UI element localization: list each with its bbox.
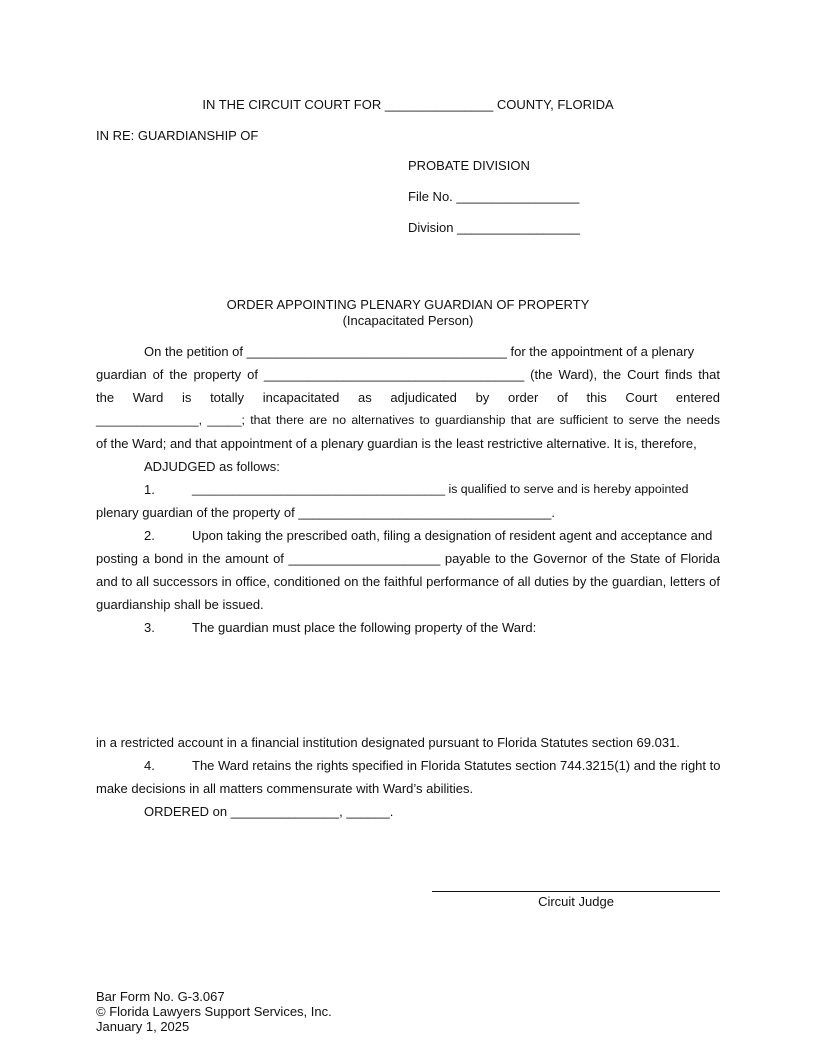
- paragraph-line: guardianship shall be issued.: [96, 597, 264, 612]
- paragraph-line: _______________, _____; that there are no alternatives to guardianship that are sufficient to serve the needs: [96, 413, 720, 427]
- ordered-line: ORDERED on _______________, ______.: [144, 804, 394, 819]
- item-number: 2.: [144, 528, 155, 543]
- paragraph-line: of the Ward; and that appointment of a plenary guardian is the least restrictive alternative. It is, therefore,: [96, 436, 697, 451]
- file-number-line: File No. _________________: [408, 189, 580, 204]
- item-number: 1.: [144, 482, 155, 497]
- paragraph-line: the Ward is totally incapacitated as adjudicated by order of this Court entered: [96, 390, 720, 405]
- paragraph-line: Upon taking the prescribed oath, filing a designation of resident agent and acceptance and: [192, 528, 713, 543]
- paragraph-line: and to all successors in office, conditioned on the faithful performance of all duties by the guardian, letters of: [96, 574, 720, 589]
- document-subtitle: (Incapacitated Person): [342, 313, 474, 328]
- paragraph-line: The Ward retains the rights specified in Florida Statutes section 744.3215(1) and the right to: [192, 758, 721, 773]
- paragraph-line: plenary guardian of the property of ___________________________________.: [96, 505, 556, 520]
- probate-division-label: PROBATE DIVISION: [408, 158, 530, 173]
- paragraph-line: posting a bond in the amount of _____________________ payable to the Governor of the State of Florida: [96, 551, 720, 566]
- item-number: 3.: [144, 620, 155, 635]
- form-number: Bar Form No. G-3.067: [96, 989, 225, 1004]
- copyright-notice: © Florida Lawyers Support Services, Inc.: [96, 1004, 332, 1019]
- form-date: January 1, 2025: [96, 1019, 190, 1034]
- paragraph-line: _____________________________________ is qualified to serve and is hereby appointed: [192, 482, 689, 496]
- court-heading: IN THE CIRCUIT COURT FOR _______________ COUNTY, FLORIDA: [202, 97, 614, 112]
- paragraph-line: in a restricted account in a financial institution designated pursuant to Florida Statutes section 69.031.: [96, 735, 680, 750]
- signature-line: [432, 891, 720, 892]
- in-re-line: IN RE: GUARDIANSHIP OF: [96, 128, 259, 143]
- division-line: Division _________________: [408, 220, 581, 235]
- adjudged-line: ADJUDGED as follows:: [144, 459, 280, 474]
- paragraph-line: The guardian must place the following property of the Ward:: [192, 620, 537, 635]
- item-number: 4.: [144, 758, 155, 773]
- signature-label: Circuit Judge: [538, 894, 614, 909]
- paragraph-line: make decisions in all matters commensurate with Ward’s abilities.: [96, 781, 474, 796]
- paragraph-line: guardian of the property of ____________________________________ (the Ward), the Court finds that: [96, 367, 720, 382]
- paragraph-line: On the petition of ____________________________________ for the appointment of a plenary: [144, 344, 695, 359]
- document-title: ORDER APPOINTING PLENARY GUARDIAN OF PROPERTY: [226, 297, 590, 312]
